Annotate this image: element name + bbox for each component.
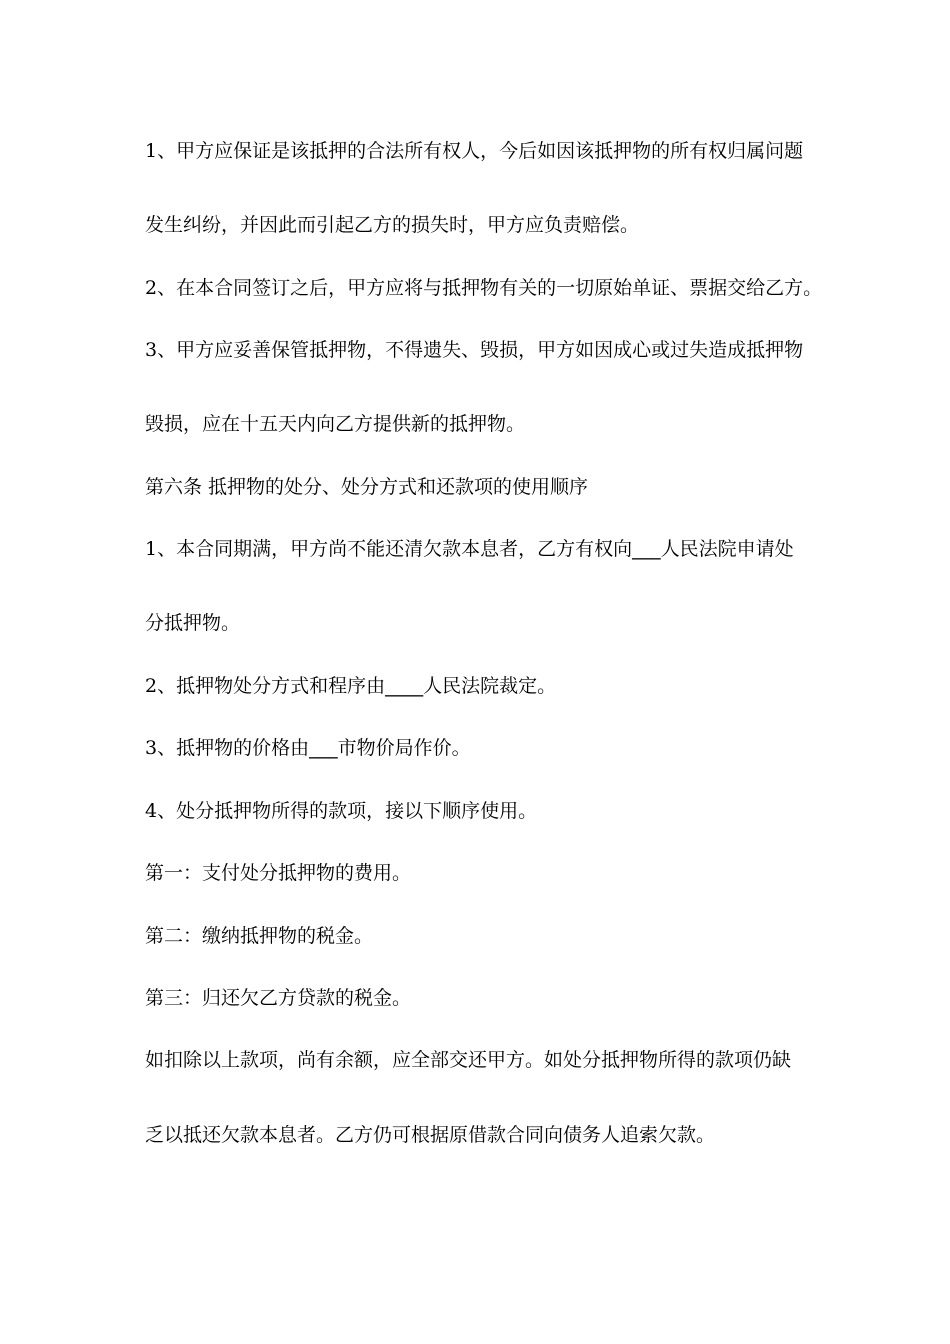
item-number: 2	[145, 277, 158, 299]
article-6-clause-2	[145, 673, 825, 699]
clause-1-line-2	[145, 212, 825, 238]
remainder-line-2	[145, 1122, 825, 1148]
line-text: 、处分抵押物所得的款项，接以下顺序使用。	[157, 800, 538, 822]
item-number: 4	[145, 800, 158, 822]
line-text: 发生纠纷，并因此而引起乙方的损失时，甲方应负责赔偿。	[145, 214, 640, 236]
article-6-clause-1-line-1	[145, 536, 825, 562]
line-text: 、甲方应妥善保管抵押物，不得遗失、毁损，甲方如因成心或过失造成抵押物	[157, 339, 804, 361]
line-text: 第三：归还欠乙方贷款的税金。	[145, 987, 412, 1009]
item-number: 2	[145, 675, 158, 697]
line-text: 、抵押物的价格由___市物价局作价。	[157, 737, 471, 759]
clause-3-line-2	[145, 411, 825, 437]
article-6-heading	[145, 474, 825, 500]
clause-1-line-1	[145, 138, 825, 164]
line-text: 第六条 抵押物的处分、处分方式和还款项的使用顺序	[145, 476, 589, 498]
article-6-clause-4	[145, 798, 825, 824]
line-text: 、甲方应保证是该抵押的合法所有权人，今后如因该抵押物的所有权归属问题	[157, 140, 804, 162]
line-text: 、本合同期满，甲方尚不能还清欠款本息者，乙方有权向___人民法院申请处	[157, 538, 794, 560]
clause-2-line-1	[145, 275, 825, 301]
line-text: 毁损，应在十五天内向乙方提供新的抵押物。	[145, 413, 526, 435]
line-text: 第二：缴纳抵押物的税金。	[145, 925, 374, 947]
article-6-clause-3	[145, 735, 825, 761]
item-number: 3	[145, 339, 158, 361]
item-number: 3	[145, 737, 158, 759]
line-text: 、在本合同签订之后，甲方应将与抵押物有关的一切原始单证、票据交给乙方。	[157, 277, 823, 299]
order-third	[145, 985, 825, 1011]
item-number: 1	[145, 140, 158, 162]
article-6-clause-1-line-2	[145, 610, 825, 636]
order-first	[145, 860, 825, 886]
line-text: 如扣除以上款项，尚有余额，应全部交还甲方。如处分抵押物所得的款项仍缺	[145, 1049, 792, 1071]
line-text: 、抵押物处分方式和程序由____人民法院裁定。	[157, 675, 557, 697]
line-text: 第一：支付处分抵押物的费用。	[145, 862, 412, 884]
item-number: 1	[145, 538, 158, 560]
order-second	[145, 923, 825, 949]
line-text: 乏以抵还欠款本息者。乙方仍可根据原借款合同向债务人追索欠款。	[145, 1124, 716, 1146]
line-text: 分抵押物。	[145, 612, 241, 634]
remainder-line-1	[145, 1047, 825, 1073]
clause-3-line-1	[145, 337, 825, 363]
